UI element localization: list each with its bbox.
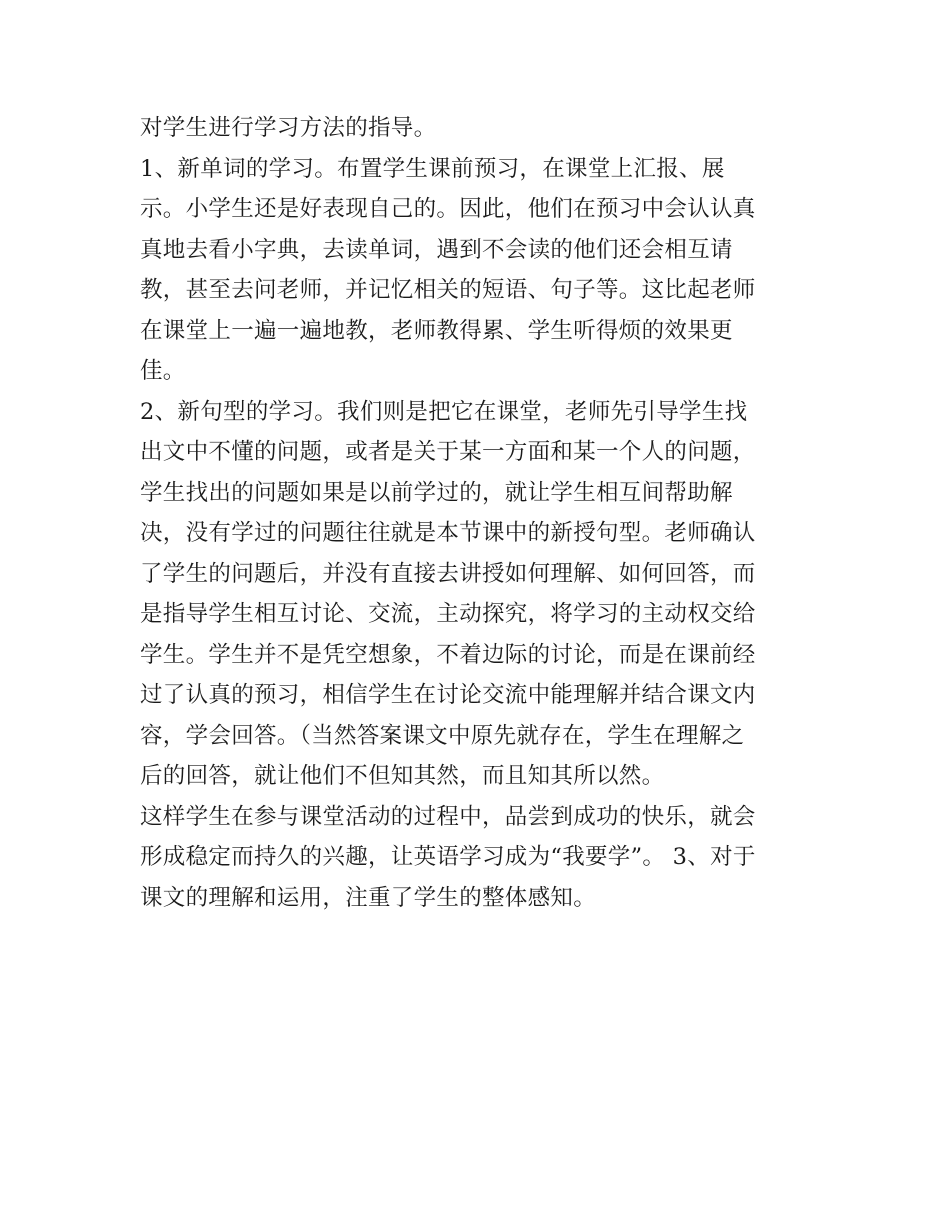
text-line: 出文中不懂的问题，或者是关于某一方面和某一个人的问题， — [140, 439, 756, 465]
text-line: 过了认真的预习，相信学生在讨论交流中能理解并结合课文内 — [140, 682, 756, 708]
text-line: 教，甚至去问老师，并记忆相关的短语、句子等。这比起老师 — [140, 277, 756, 303]
text-line: 在课堂上一遍一遍地教，老师教得累、学生听得烦的效果更 — [140, 317, 733, 344]
text-line: 对学生进行学习方法的指导。 — [140, 115, 437, 141]
text-line: 2、新句型的学习。我们则是把它在课堂，老师先引导学生找 — [140, 398, 748, 425]
text-line: 示。小学生还是好表现自己的。因此，他们在预习中会认认真 — [140, 196, 756, 222]
text-line: 课文的理解和运用，注重了学生的整体感知。 — [140, 884, 597, 911]
text-line: 佳。 — [140, 358, 186, 384]
body-text — [140, 108, 820, 918]
text-line: 了学生的问题后，并没有直接去讲授如何理解、如何回答，而 — [140, 560, 756, 587]
text-line: 决，没有学过的问题往往就是本节课中的新授句型。老师确认 — [140, 520, 756, 546]
text-line: 学生。学生并不是凭空想象，不着边际的讨论，而是在课前经 — [140, 641, 756, 668]
text-line: 真地去看小字典，去读单词，遇到不会读的他们还会相互请 — [140, 236, 733, 263]
text-line: 形成稳定而持久的兴趣，让英语学习成为“我要学”。 3、对于 — [140, 844, 756, 870]
text-line: 后的回答，就让他们不但知其然，而且知其所以然。 — [140, 763, 665, 789]
text-line: 1、新单词的学习。布置学生课前预习，在课堂上汇报、展 — [140, 155, 725, 182]
text-line: 是指导学生相互讨论、交流，主动探究，将学习的主动权交给 — [140, 601, 756, 627]
text-line: 容，学会回答。（当然答案课文中原先就存在，学生在理解之 — [140, 722, 745, 749]
text-line: 学生找出的问题如果是以前学过的，就让学生相互间帮助解 — [140, 479, 733, 506]
text-line: 这样学生在参与课堂活动的过程中，品尝到成功的快乐，就会 — [140, 803, 756, 830]
